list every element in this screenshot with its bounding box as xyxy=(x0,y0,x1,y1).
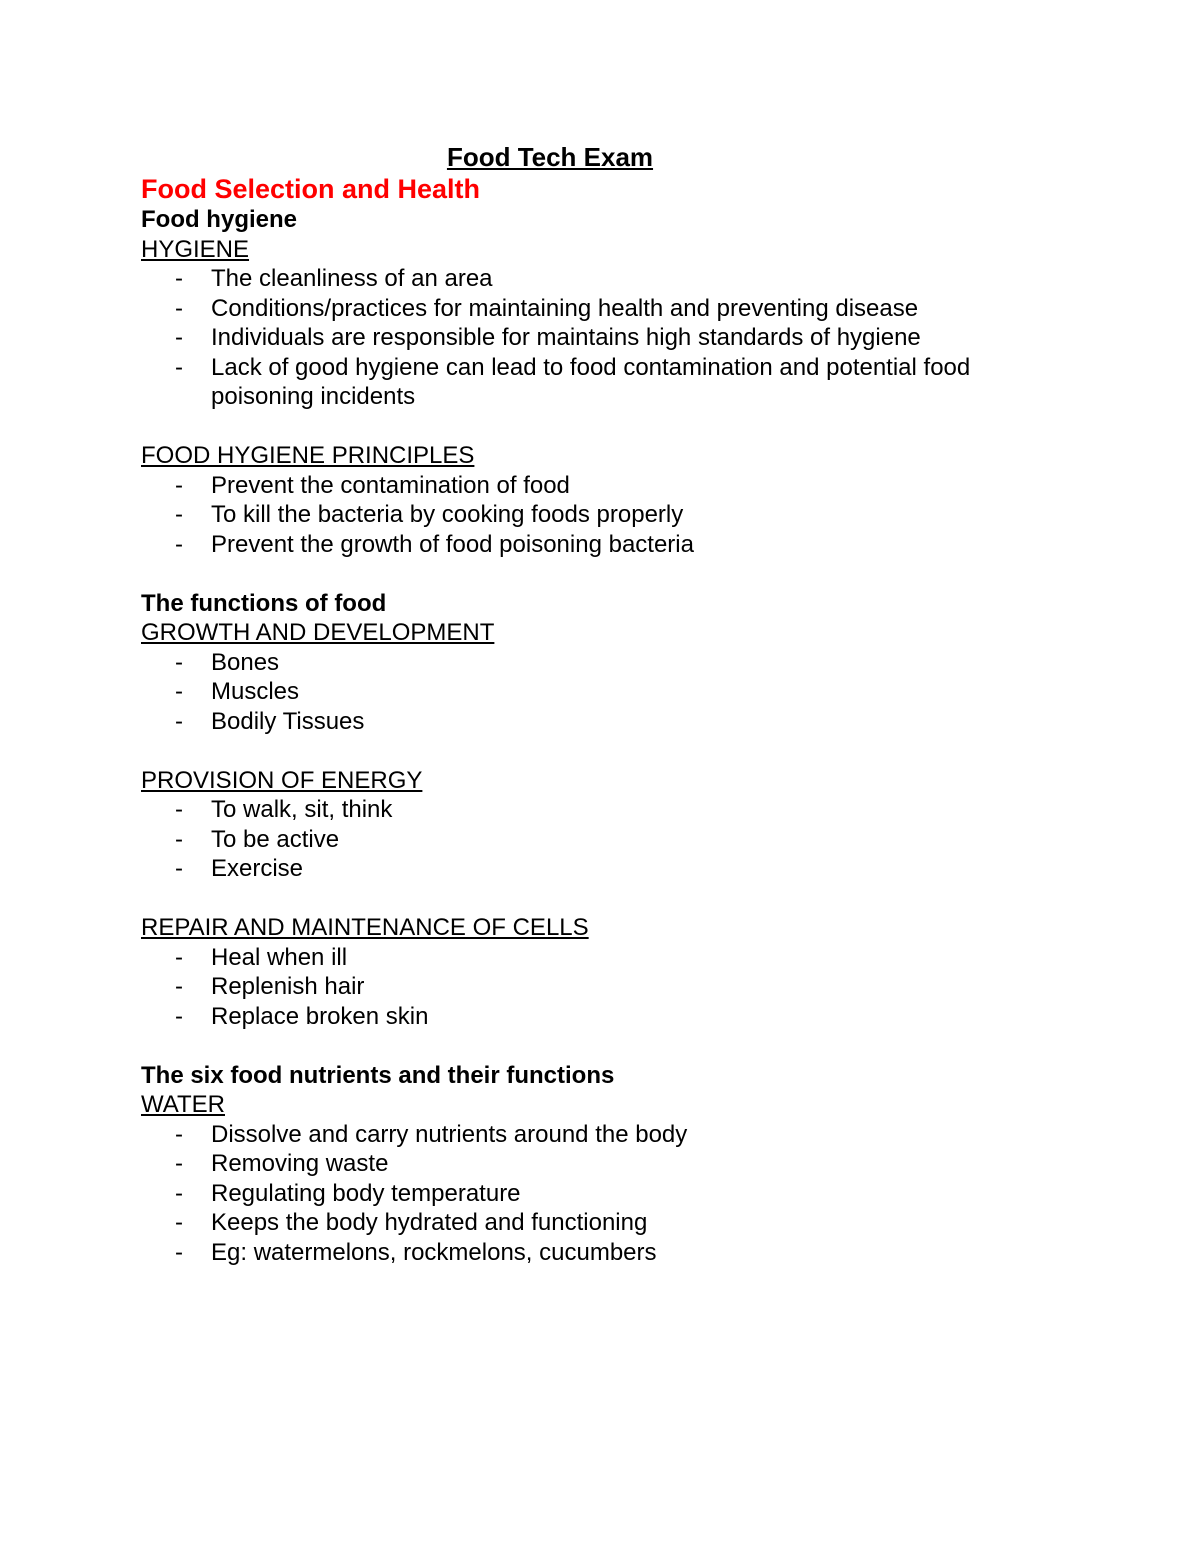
list-item xyxy=(141,530,1041,560)
topics-container xyxy=(141,205,1041,1267)
list-item xyxy=(141,1120,1041,1150)
subheading: WATER xyxy=(141,1091,225,1118)
dash-bullet-icon: - xyxy=(175,825,183,853)
list-item xyxy=(141,264,1041,294)
subheading: REPAIR AND MAINTENANCE OF CELLS xyxy=(141,914,589,941)
bullet-list xyxy=(141,1120,1041,1268)
dash-bullet-icon: - xyxy=(175,324,183,351)
list-item-text: Exercise xyxy=(211,855,304,882)
dash-bullet-icon: - xyxy=(175,530,183,558)
dash-bullet-icon: - xyxy=(175,855,183,882)
dash-bullet-icon: - xyxy=(175,501,183,528)
document-page xyxy=(141,140,1041,1267)
subheading: FOOD HYGIENE PRINCIPLES xyxy=(141,442,475,469)
list-item xyxy=(141,1208,1041,1238)
topic-heading: The six food nutrients and their functions xyxy=(141,1061,615,1089)
dash-bullet-icon: - xyxy=(175,471,183,499)
dash-bullet-icon: - xyxy=(175,678,183,705)
list-item xyxy=(141,943,1041,973)
dash-bullet-icon: - xyxy=(175,1002,183,1030)
dash-bullet-icon: - xyxy=(175,943,183,971)
list-item xyxy=(141,1179,1041,1209)
list-item xyxy=(141,1149,1041,1179)
list-item-text: Bodily Tissues xyxy=(211,707,365,735)
list-item-text: Conditions/practices for maintaining health and preventing disease xyxy=(211,294,919,322)
topic-heading: Food hygiene xyxy=(141,206,297,233)
list-item-text: Replenish hair xyxy=(211,973,365,1000)
dash-bullet-icon: - xyxy=(175,1120,183,1148)
list-item-text: Removing waste xyxy=(211,1150,389,1177)
list-item xyxy=(141,825,1041,855)
dash-bullet-icon: - xyxy=(175,1238,183,1266)
dash-bullet-icon: - xyxy=(175,1150,183,1177)
list-item-text: Lack of good hygiene can lead to food contamination and potential food poisoning incidents xyxy=(211,353,971,410)
list-item-text: To kill the bacteria by cooking foods properly xyxy=(211,501,684,528)
list-item xyxy=(141,323,1041,353)
dash-bullet-icon: - xyxy=(175,1209,183,1236)
list-item-text: Regulating body temperature xyxy=(211,1179,521,1207)
list-item-text: Prevent the contamination of food xyxy=(211,471,570,499)
bullet-list xyxy=(141,471,1041,560)
spacer xyxy=(141,1031,1041,1061)
spacer xyxy=(141,736,1041,766)
list-item-text: Muscles xyxy=(211,678,300,705)
list-item-text: Keeps the body hydrated and functioning xyxy=(211,1209,648,1236)
spacer xyxy=(141,884,1041,914)
list-item xyxy=(141,972,1041,1002)
dash-bullet-icon: - xyxy=(175,1179,183,1207)
list-item-text: Heal when ill xyxy=(211,943,348,971)
list-item-text: The cleanliness of an area xyxy=(211,265,493,292)
topic-heading: The functions of food xyxy=(141,589,387,617)
dash-bullet-icon: - xyxy=(175,973,183,1000)
list-item xyxy=(141,648,1041,678)
list-item xyxy=(141,854,1041,884)
bullet-list xyxy=(141,943,1041,1032)
list-item xyxy=(141,1002,1041,1032)
list-item-text: Bones xyxy=(211,648,280,676)
dash-bullet-icon: - xyxy=(175,265,183,292)
list-item xyxy=(141,677,1041,707)
list-item-text: Prevent the growth of food poisoning bacteria xyxy=(211,530,694,558)
bullet-list xyxy=(141,795,1041,884)
list-item xyxy=(141,294,1041,324)
subheading: GROWTH AND DEVELOPMENT xyxy=(141,619,495,646)
list-item-text: Dissolve and carry nutrients around the body xyxy=(211,1120,688,1148)
subheading: HYGIENE xyxy=(141,235,250,263)
dash-bullet-icon: - xyxy=(175,796,183,823)
list-item-text: Eg: watermelons, rockmelons, cucumbers xyxy=(211,1238,657,1266)
bullet-list xyxy=(141,264,1041,412)
spacer xyxy=(141,412,1041,442)
list-item xyxy=(141,471,1041,501)
document-title: Food Tech Exam xyxy=(446,142,654,172)
list-item xyxy=(141,353,1041,412)
bullet-list xyxy=(141,648,1041,737)
list-item xyxy=(141,1238,1041,1268)
list-item-text: Replace broken skin xyxy=(211,1002,429,1030)
list-item-text: To walk, sit, think xyxy=(211,796,393,823)
list-item xyxy=(141,707,1041,737)
dash-bullet-icon: - xyxy=(175,353,183,381)
list-item-text: To be active xyxy=(211,825,340,853)
list-item xyxy=(141,500,1041,530)
spacer xyxy=(141,559,1041,589)
list-item xyxy=(141,795,1041,825)
list-item-text: Individuals are responsible for maintains high standards of hygiene xyxy=(211,324,921,351)
dash-bullet-icon: - xyxy=(175,648,183,676)
section-title: Food Selection and Health xyxy=(141,174,481,204)
dash-bullet-icon: - xyxy=(175,707,183,735)
dash-bullet-icon: - xyxy=(175,294,183,322)
subheading: PROVISION OF ENERGY xyxy=(141,766,423,794)
